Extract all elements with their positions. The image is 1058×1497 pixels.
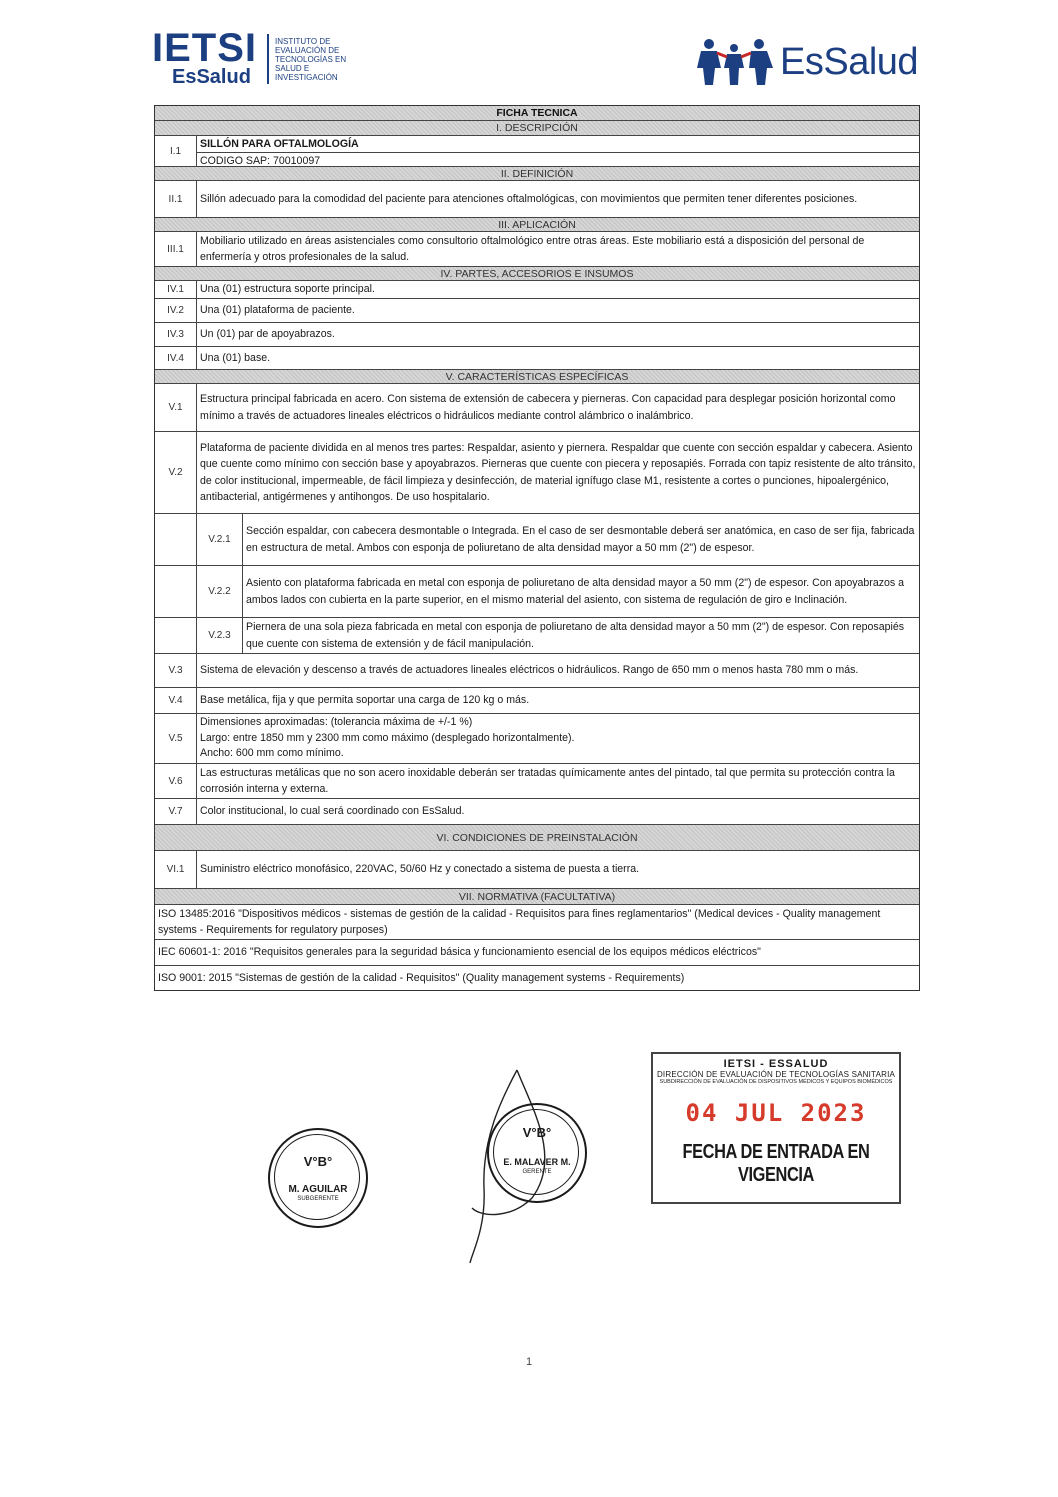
parts-row: IV.2 Una (01) plataforma de paciente. [155, 299, 919, 323]
row-code: III.1 [155, 232, 197, 266]
section-heading-definition: II. DEFINICIÓN [155, 167, 919, 181]
definition-row [155, 181, 919, 218]
standard-row: ISO 13485:2016 "Dispositivos médicos - sistemas de gestión de la calidad - Requisitos para fines reglamentarios" (Medical devices - Quality management systems - Requirements for regulatory purposes) [155, 905, 919, 940]
essalud-logo [696, 38, 918, 86]
effective-date-label: FECHA DE ENTRADA EN VIGENCIA [682, 1141, 870, 1186]
iets-logo-sub: EsSalud [172, 66, 251, 88]
iets-logo-word: IETSI [152, 26, 258, 70]
standard-row: IEC 60601-1: 2016 "Requisitos generales para la seguridad básica y funcionamiento esencial de los equipos médicos eléctricos" [155, 940, 919, 966]
parts-row: IV.4 Una (01) base. [155, 347, 919, 370]
section-heading-parts: IV. PARTES, ACCESORIOS E INSUMOS [155, 267, 919, 281]
preinstallation-row: VI.1 Suministro eléctrico monofásico, 220VAC, 50/60 Hz y conectado a sistema de puesta a tierra. [155, 851, 919, 889]
page-number: 1 [525, 1356, 533, 1368]
approval-seal-left: V°B° M. AGUILAR SUBGERENTE [268, 1128, 368, 1228]
section-heading-specifications: V. CARACTERÍSTICAS ESPECÍFICAS [155, 370, 919, 384]
technical-sheet [154, 105, 920, 991]
sheet-title: FICHA TECNICA [155, 106, 919, 121]
parts-row: IV.3 Un (01) par de apoyabrazos. [155, 323, 919, 347]
description-row [155, 136, 919, 167]
spec-row: V.7 Color institucional, lo cual será coordinado con EsSalud. [155, 799, 919, 825]
section-heading-description: I. DESCRIPCIÓN [155, 121, 919, 136]
section-heading-standards: VII. NORMATIVA (FACULTATIVA) [155, 889, 919, 905]
effective-date: 04 JUL 2023 [685, 1099, 867, 1127]
row-code: II.1 [155, 181, 197, 217]
spec-subrow: V.2.3 Piernera de una sola pieza fabricada en metal con esponja de poliuretano de alta densidad mayor a 50 mm (2") de espesor. Con reposapiés que cuente con sistema de extensión y de fácil manipulación. [155, 618, 919, 654]
iets-logo-caption: INSTITUTO DE EVALUACIÓN DE TECNOLOGÍAS EN SALUD E INVESTIGACIÓN [275, 36, 347, 82]
parts-row: IV.1 Una (01) estructura soporte principal. [155, 281, 919, 299]
family-figures-icon [696, 38, 774, 86]
spec-row: V.2 Plataforma de paciente dividida en al menos tres partes: Respaldar, asiento y piernera. Respaldar que cuente con sección espaldar y cabecera. Asiento que cuente como mínimo con sección base y apoyabrazos. Pierneras que cuente con piecera y reposapiés. Forrada con tapiz resistente de alto tránsito, de color institucional, impermeable, de fácil limpieza y desinfección, de material ignífugo clase M1, resistente a cortes o punciones, hipoalergénico, antibacterial, antigérmenes y antihongos. De uso hospitalario. [155, 432, 919, 514]
spec-subrow: V.2.2 Asiento con plataforma fabricada en metal con esponja de poliuretano de alta densidad mayor a 50 mm (2") de espesor. Con apoyabrazos a ambos lados con cubierta en la parte superior, en el mismo material del asiento, con sistema de regulación de giro e Inclinación. [155, 566, 919, 618]
standard-row: ISO 9001: 2015 "Sistemas de gestión de la calidad - Requisitos" (Quality management systems - Requirements) [158, 971, 685, 984]
spec-subrow: V.2.1 Sección espaldar, con cabecera desmontable o Integrada. En el caso de ser desmontable deberá ser anatómica, en caso de ser fija, fabricada en estructura de metal. Ambos con esponja de poliuretano de alta densidad mayor a 50 mm (2") de espesor. [155, 514, 919, 566]
approval-seal-right: V°B° E. MALAVER M. GERENTE [487, 1103, 587, 1203]
row-code: I.1 [155, 136, 197, 166]
spec-row: V.6 Las estructuras metálicas que no son acero inoxidable deberán ser tratadas químicamente antes del pintado, tal que permita su protección contra la corrosión interna y externa. [155, 764, 919, 799]
equipment-name: SILLÓN PARA OFTALMOLOGÍA [197, 136, 919, 153]
section-heading-preinstallation: VI. CONDICIONES DE PREINSTALACIÓN [155, 825, 919, 851]
sap-code: CODIGO SAP: 70010097 [200, 155, 321, 167]
spec-row: V.5 Dimensiones aproximadas: (tolerancia máxima de +/-1 %) Largo: entre 1850 mm y 2300 mm como máximo (desplegado horizontalmente). Ancho: 600 mm como mínimo. [155, 714, 919, 764]
spec-row: V.1 Estructura principal fabricada en acero. Con sistema de extensión de cabecera y pierneras. Con capacidad para desplegar posición horizontal como mínimo a través de actuadores lineales eléctricos o hidráulicos mediante control alámbrico o inalámbrico. [155, 384, 919, 432]
spec-row: V.3 Sistema de elevación y descenso a través de actuadores lineales eléctricos o hidráulicos. Rango de 650 mm o menos hasta 780 mm o más. [155, 654, 919, 688]
spec-row: V.4 Base metálica, fija y que permita soportar una carga de 120 kg o más. [155, 688, 919, 714]
validity-stamp: IETSI - ESSALUD DIRECCIÓN DE EVALUACIÓN DE TECNOLOGÍAS SANITARIA SUBDIRECCIÓN DE EVALUACIÓN DE DISPOSITIVOS MÉDICOS Y EQUIPOS BIOMÉDICOS 04 JUL 2023 FECHA DE ENTRADA EN VIGENCIA [651, 1052, 901, 1204]
essalud-logo-word: EsSalud [780, 40, 919, 83]
iets-logo [152, 26, 347, 88]
application-row [155, 232, 919, 267]
section-heading-application: III. APLICACIÓN [155, 218, 919, 232]
logo-divider [267, 34, 269, 84]
definition-text: Sillón adecuado para la comodidad del paciente para atenciones oftalmológicas, con movimientos que permiten tener diferentes posiciones. [200, 192, 858, 205]
application-text: Mobiliario utilizado en áreas asistenciales como consultorio oftalmológico entre otras áreas. Este mobiliario está a disposición del personal de enfermería y otros profesionales de la salud. [200, 234, 865, 263]
